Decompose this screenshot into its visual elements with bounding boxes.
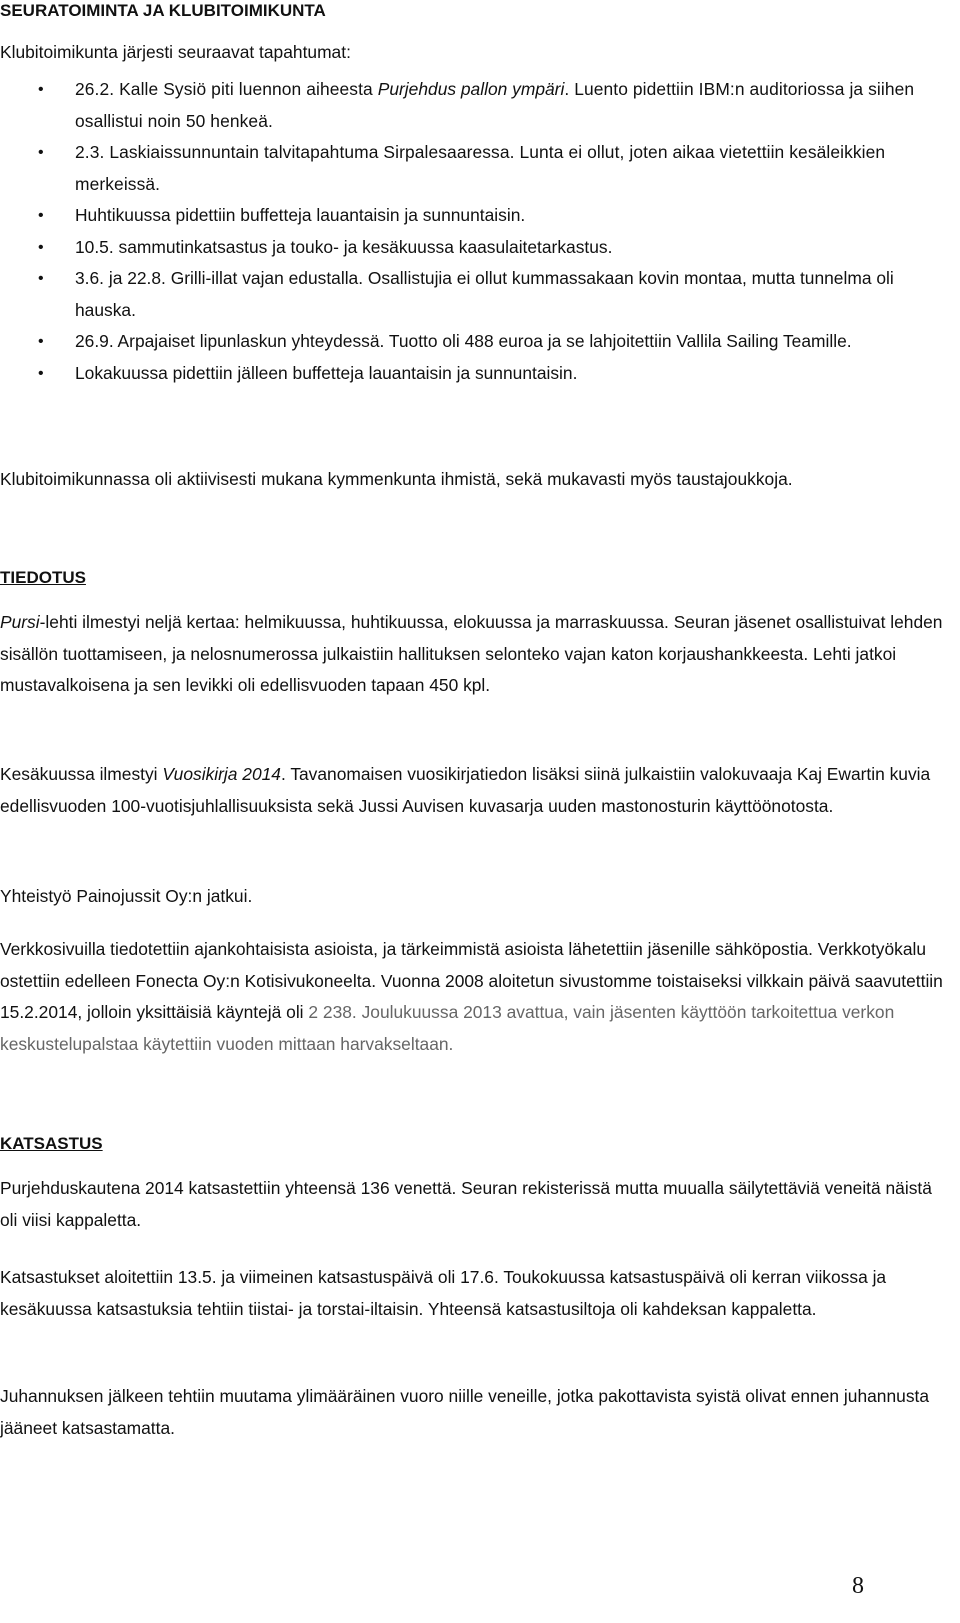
tiedotus-paragraph-4: Verkkosivuilla tiedotettiin ajankohtaisista asioista, ja tärkeimmistä asioista lähetettiin jäsenille sähköpostia. Verkkotyökalu ostettiin edelleen Fonecta Oy:n Kotisivukoneelta. Vuonna 2008 aloitetun sivustomme toistaiseksi vilkkain päivä saavutettiin 15.2.2014, jolloin yksittäisiä käyntejä oli 2 238. Joulukuussa 2013 avattua, vain jäsenten käyttöön tarkoitettua verkon keskustelupalstaa käytettiin vuoden mittaan harvakseltaan. xyxy=(0,939,943,1054)
bullet-icon: • xyxy=(38,207,44,224)
list-item: • 10.5. sammutinkatsastus ja touko- ja kesäkuussa kaasulaitetarkastus. xyxy=(0,232,950,264)
list-item: • 26.2. Kalle Sysiö piti luennon aiheesta Purjehdus pallon ympäri. Luento pidettiin IBM:n auditoriossa ja siihen osallistui noin 50 henkeä. xyxy=(0,74,950,137)
katsastus-paragraph-3: Juhannuksen jälkeen tehtiin muutama ylimääräinen vuoro niille veneille, jotka pakottavista syistä olivat ennen juhannusta jääneet katsastamatta. xyxy=(0,1386,930,1438)
bullet-icon: • xyxy=(38,144,44,161)
intro-paragraph: Klubitoimikunta järjesti seuraavat tapahtumat: xyxy=(0,42,351,62)
bullet-icon: • xyxy=(38,364,44,382)
heading-seuratoiminta: SEURATOIMINTA JA KLUBITOIMIKUNTA xyxy=(0,1,326,20)
heading-tiedotus: TIEDOTUS xyxy=(0,568,86,587)
page-number: 8 xyxy=(852,1573,864,1599)
list-item: • 3.6. ja 22.8. Grilli-illat vajan edustalla. Osallistujia ei ollut kummassakaan kovin montaa, mutta tunnelma oli hauska. xyxy=(0,263,950,326)
tiedotus-paragraph-2: Kesäkuussa ilmestyi Vuosikirja 2014. Tavanomaisen vuosikirjatiedon lisäksi siinä julkaistiin valokuvaaja Kaj Ewartin kuvia edellisvuoden 100-vuotisjuhlallisuuksista sekä Jussi Auvisen kuvasarja uuden mastonosturin käyttöönotosta. xyxy=(0,764,931,816)
bullet-icon: • xyxy=(38,81,44,98)
emphasis-text: Purjehdus pallon ympäri xyxy=(377,79,565,99)
list-item: • 2.3. Laskiaissunnuntain talvitapahtuma Sirpalesaaressa. Lunta ei ollut, joten aikaa vietettiin kesäleikkien merkeissä. xyxy=(0,137,950,200)
list-item: • 26.9. Arpajaiset lipunlaskun yhteydessä. Tuotto oli 488 euroa ja se lahjoitettiin Vallila Sailing Teamille. xyxy=(0,326,950,358)
katsastus-paragraph-1: Purjehduskautena 2014 katsastettiin yhteensä 136 venettä. Seuran rekisterissä mutta muualla säilytettäviä veneitä näistä oli viisi kappaletta. xyxy=(0,1178,932,1230)
bullet-icon: • xyxy=(38,238,44,256)
list-item: • Lokakuussa pidettiin jälleen buffetteja lauantaisin ja sunnuntaisin. xyxy=(0,358,950,390)
outro-paragraph: Klubitoimikunnassa oli aktiivisesti mukana kymmenkunta ihmistä, sekä mukavasti myös taustajoukkoja. xyxy=(0,469,793,489)
heading-katsastus: KATSASTUS xyxy=(0,1134,103,1153)
bullet-icon: • xyxy=(38,333,44,350)
tiedotus-paragraph-3: Yhteistyö Painojussit Oy:n jatkui. xyxy=(0,886,253,906)
katsastus-paragraph-2: Katsastukset aloitettiin 13.5. ja viimeinen katsastuspäivä oli 17.6. Toukokuussa katsastuspäivä oli kerran viikossa ja kesäkuussa katsastuksia tehtiin tiistai- ja torstai-iltaisin. Yhteensä katsastusiltoja oli kahdeksan kappaletta. xyxy=(0,1267,887,1319)
events-list xyxy=(0,74,950,389)
list-item: • Huhtikuussa pidettiin buffetteja lauantaisin ja sunnuntaisin. xyxy=(0,200,950,232)
bullet-icon: • xyxy=(38,270,44,287)
tiedotus-paragraph-1: Pursi-lehti ilmestyi neljä kertaa: helmikuussa, huhtikuussa, elokuussa ja marraskuussa. Seuran jäsenet osallistuivat lehden sisällön tuottamiseen, ja nelosnumerossa julkaistiin hallituksen selonteko vajan katon korjaushankkeesta. Lehti jatkoi mustavalkoisena ja sen levikki oli edellisvuoden tapaan 450 kpl. xyxy=(0,612,943,695)
